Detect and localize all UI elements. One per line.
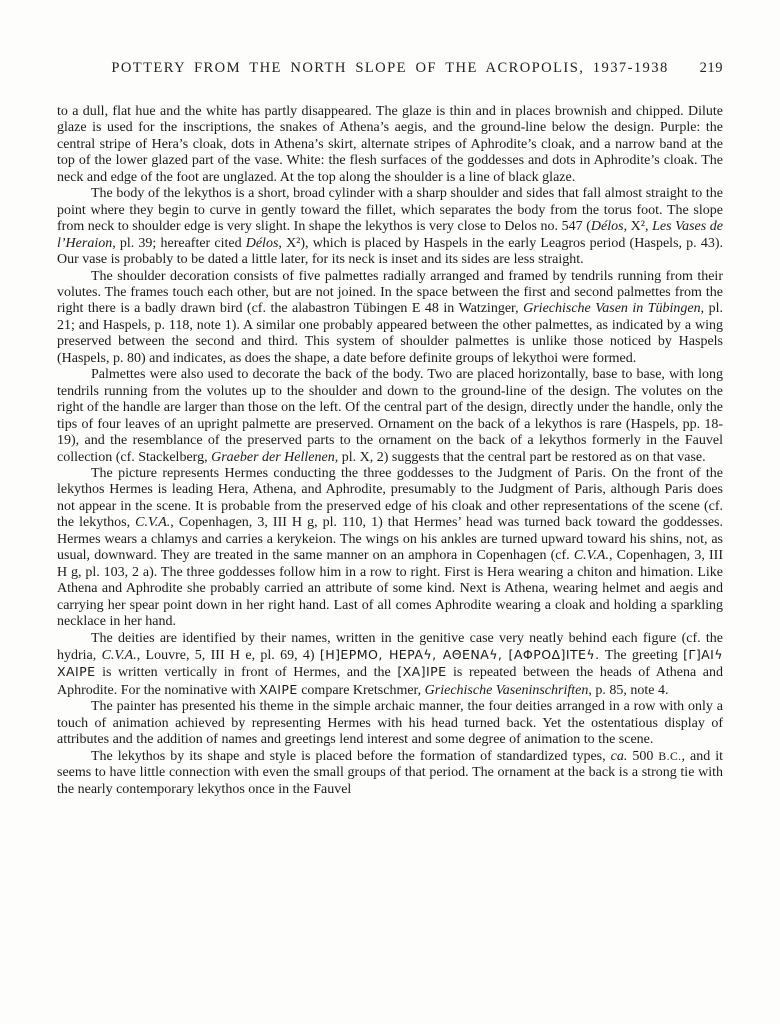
text-run: , pl. X, 2) suggests that the central part be restored as on that vase. xyxy=(334,449,706,465)
paragraph xyxy=(57,699,723,748)
paragraph xyxy=(57,749,723,798)
paragraph xyxy=(57,631,723,700)
paragraph xyxy=(57,466,723,631)
text-run: , Copenhagen, 3, III H g, pl. 110, 1) that Hermes’ head was turned back toward the goddesses. Hermes wears a chlamys and carries a kerykeion. The wings on his ankles are turned upward toward his shins, not, as usual, downward. They are treated in the same manner on an amphora in Copenhagen (cf. xyxy=(57,515,723,564)
running-header xyxy=(57,0,723,77)
greek-inscription: XAIPE xyxy=(259,681,298,697)
italic-citation: C.V.A. xyxy=(135,515,171,531)
text-run: , pl. 39; hereafter cited xyxy=(112,235,246,251)
text-run: The lekythos by its shape and style is placed before the formation of standardized types, xyxy=(91,748,611,764)
italic-citation: Graeber der Hellenen xyxy=(211,449,335,465)
text-run: , pl. 21; and Haspels, p. 118, note 1). A similar one probably appeared between the other palmettes, as indicated by a wing preserved between the second and third. This system of shoulder palmettes is unlike those noticed by Haspels (Haspels, p. 80) and indicates, as does the shape, a date before definite groups of lekythoi were formed. xyxy=(57,301,724,366)
text-block xyxy=(57,104,723,798)
italic-citation: C.V.A. xyxy=(573,548,609,564)
text-run: , and it seems to have little connection with even the small groups of that period. The ornament at the back is a strong tie with the nearly contemporary lekythos once in the Fauvel xyxy=(57,748,724,797)
italic-citation: Griechische Vasen in Tübingen xyxy=(523,301,701,317)
text-run: 500 xyxy=(627,748,659,764)
text-run: The shoulder decoration consists of five palmettes radially arranged and framed by tendrils running from their volutes. The frames touch each other, but are not joined. In the space between the first and second palmettes from the right there is a badly drawn bird (cf. the alabastron Tübingen E 48 in Watzinger, xyxy=(57,268,723,317)
italic-citation: Griechische Vaseninschriften xyxy=(424,682,589,698)
italic-citation: ca. xyxy=(610,748,628,764)
text-run: , Louvre, 5, III H e, pl. 69, 4) xyxy=(136,647,320,663)
text-run: The painter has presented his theme in the simple archaic manner, the four deities arranged in a row with only a touch of animation achieved by representing Hermes with his head turned back. Yet the ostentatious display of attributes and the addition of names and greetings lend interest and some degree of animation to the scene. xyxy=(57,699,723,748)
text-run: , p. 85, note 4. xyxy=(588,682,669,698)
text-run: B.C. xyxy=(658,749,682,763)
greek-inscription: [Γ]AIϟ XAIPE xyxy=(57,646,723,680)
text-run: The body of the lekythos is a short, broad cylinder with a sharp shoulder and sides that fall almost straight to the point where they begin to curve in gently toward the fillet, which separates the body from the torus foot. The slope from neck to shoulder edge is very slight. In shape the lekythos is very close to Delos no. 547 ( xyxy=(57,186,723,235)
greek-inscription: [XA]IPE xyxy=(397,664,447,680)
paragraph xyxy=(57,186,723,268)
italic-citation: Délos xyxy=(590,219,624,235)
paragraph xyxy=(57,104,723,186)
text-run: The deities are identified by their names, written in the genitive case very neatly behind each figure (cf. the hydria, xyxy=(57,630,723,663)
text-run: , X², xyxy=(623,219,653,235)
italic-citation: Délos xyxy=(245,235,279,251)
text-run: The greeting xyxy=(599,647,684,663)
text-run: , X²), which is placed by Haspels in the early Leagros period (Haspels, p. 43). Our vase is probably to be dated a little later, for its neck is inset and its sides are less straight. xyxy=(57,235,723,268)
text-run: is repeated between the heads of Athena and Aphrodite. For the nominative with xyxy=(57,665,723,698)
text-run: Palmettes were also used to decorate the back of the body. Two are placed horizontally, base to base, with long tendrils running from the volutes up to the shoulder and down to the ground-line of the design. The volutes on the right of the handle are larger than those on the left. Of the central part of the design, directly under the handle, only the tips of four leaves of an upright palmette are preserved. Ornament on the back of a lekythos is rare (Haspels, pp. 18-19), and the resemblance of the preserved parts to the ornament on the back of a lekythos formerly in the Fauvel collection (cf. Stackelberg, xyxy=(57,367,723,465)
text-run: The picture represents Hermes conducting the three goddesses to the Judgment of Paris. On the front of the lekythos Hermes is leading Hera, Athena, and Aphrodite, presumably to the Judgment of Paris, although Paris does not appear in the scene. It is probable from the preserved edge of his cloak and other representations of the scene (cf. the lekythos, xyxy=(57,465,723,531)
text-run: is written vertically in front of Hermes, and the xyxy=(95,665,398,681)
page-content xyxy=(57,0,723,798)
text-run: compare Kretschmer, xyxy=(297,682,425,698)
paragraph xyxy=(57,269,723,368)
greek-inscription: [H]EPMO, HEPAϟ, AΘENAϟ, [AΦPOΔ]ITEϟ. xyxy=(319,646,600,662)
header-title: POTTERY FROM THE NORTH SLOPE OF THE ACROPOLIS, 1937-1938 xyxy=(111,60,669,76)
italic-citation: C.V.A. xyxy=(101,647,137,663)
paragraph xyxy=(57,367,723,466)
text-run: to a dull, flat hue and the white has partly disappeared. The glaze is thin and in places brownish and chipped. Dilute glaze is used for the inscriptions, the snakes of Athena’s aegis, and the ground-line below the design. Purple: the central stripe of Hera’s cloak, dots in Athena’s skirt, alternate stripes of Aphrodite’s cloak, and a narrow band at the top of the lower glazed part of the vase. White: the flesh surfaces of the goddesses and dots in Aphrodite’s cloak. The neck and edge of the foot are unglazed. At the top along the shoulder is a line of black glaze. xyxy=(57,104,723,185)
italic-citation: Les Vases de l’Heraion xyxy=(57,219,724,251)
page-number: 219 xyxy=(699,60,723,76)
text-run: , Copenhagen, 3, III H g, pl. 103, 2 a). The three goddesses follow him in a row to right. First is Hera wearing a chiton and himation. Like Athena and Aphrodite she probably carried an attribute of some kind. Next is Athena, wearing helmet and aegis and carrying her spear point down in her right hand. Last of all comes Aphrodite wearing a cloak and holding a sparkling necklace in her hand. xyxy=(57,548,723,630)
